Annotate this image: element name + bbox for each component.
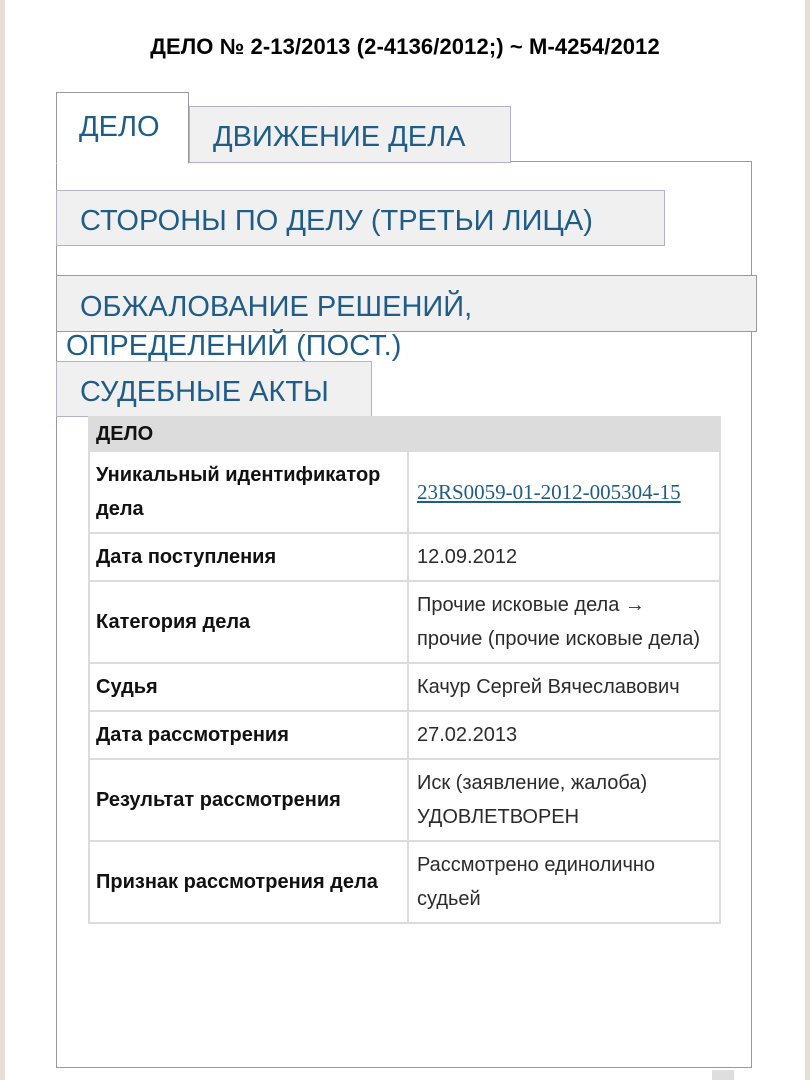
table-header-row	[89, 417, 720, 451]
table-row	[89, 759, 720, 841]
tab-appeal-label-line2[interactable]: ОПРЕДЕЛЕНИЙ (ПОСТ.)	[66, 330, 402, 362]
result-value: Иск (заявление, жалоба) УДОВЛЕТВОРЕН	[408, 759, 720, 841]
tab-appeal[interactable]	[56, 275, 757, 332]
hearing-type-value: Рассмотрено единолично судьей	[408, 841, 720, 923]
hearing-date-label: Дата рассмотрения	[89, 711, 408, 759]
category-label: Категория дела	[89, 581, 408, 663]
tab-parties[interactable]: СТОРОНЫ ПО ДЕЛУ (ТРЕТЬИ ЛИЦА)	[56, 190, 665, 246]
uid-label: Уникальный идентификатор дела	[89, 451, 408, 533]
table-row	[89, 581, 720, 663]
uid-value-cell	[408, 451, 720, 533]
uid-link[interactable]: 23RS0059-01-2012-005304-15	[417, 479, 681, 504]
case-info-table	[88, 416, 721, 924]
table-row	[89, 533, 720, 581]
tab-appeal-label-line1: ОБЖАЛОВАНИЕ РЕШЕНИЙ,	[80, 291, 473, 323]
table-header: ДЕЛО	[89, 417, 720, 451]
table-row	[89, 451, 720, 533]
table-row	[89, 711, 720, 759]
right-edge	[805, 0, 810, 1080]
left-edge	[0, 0, 5, 1080]
case-title: ДЕЛО № 2-13/2013 (2-4136/2012;) ~ М-4254/2012	[150, 34, 660, 59]
hearing-date-value: 27.02.2013	[408, 711, 720, 759]
scroll-corner-mark	[712, 1070, 734, 1080]
table-row	[89, 663, 720, 711]
receipt-date-label: Дата поступления	[89, 533, 408, 581]
tab-case-movement[interactable]: ДВИЖЕНИЕ ДЕЛА	[189, 106, 511, 163]
tab-court-acts[interactable]: СУДЕБНЫЕ АКТЫ	[56, 361, 372, 417]
judge-value: Качур Сергей Вячеславович	[408, 663, 720, 711]
receipt-date-value: 12.09.2012	[408, 533, 720, 581]
judge-label: Судья	[89, 663, 408, 711]
tab-delo[interactable]: ДЕЛО	[56, 92, 189, 164]
table-row	[89, 841, 720, 923]
hearing-type-label: Признак рассмотрения дела	[89, 841, 408, 923]
result-label: Результат рассмотрения	[89, 759, 408, 841]
category-value: Прочие исковые дела → прочие (прочие исковые дела)	[408, 581, 720, 663]
